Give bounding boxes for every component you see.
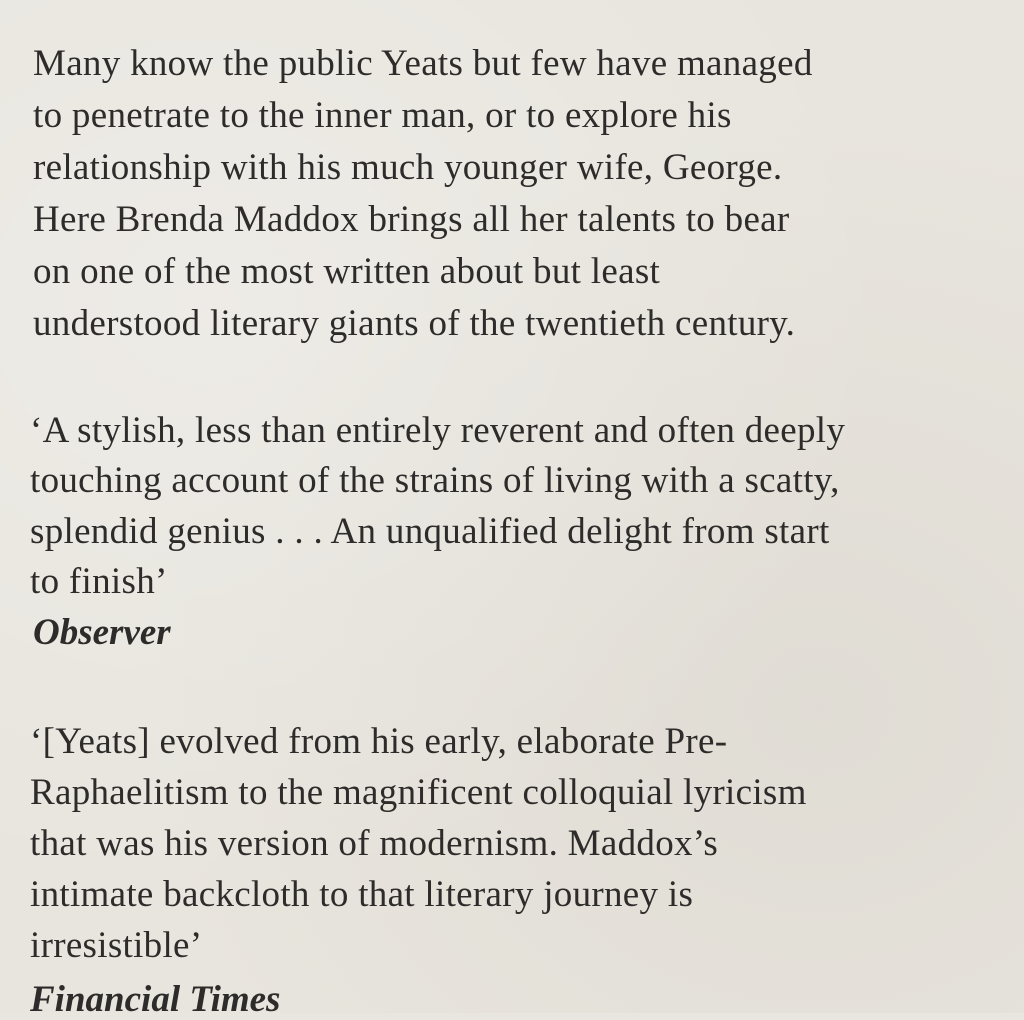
quote-line: ‘[Yeats] evolved from his early, elaborate Pre- — [30, 721, 728, 762]
blurb-line: on one of the most written about but least — [33, 251, 661, 292]
quote-line: splendid genius . . . An unqualified delight from start — [30, 511, 830, 552]
quote-line: that was his version of modernism. Maddox’s — [30, 823, 719, 864]
blurb-line: Here Brenda Maddox brings all her talents to bear — [33, 199, 790, 240]
blurb-line: understood literary giants of the twentieth century. — [33, 303, 796, 344]
quote-source: Observer — [33, 612, 171, 653]
quote-line: irresistible’ — [30, 925, 203, 966]
quote-line: to finish’ — [30, 561, 168, 602]
quote-line: ‘A stylish, less than entirely reverent and often deeply — [30, 410, 846, 451]
quote-line: Raphaelitism to the magnificent colloquial lyricism — [30, 772, 807, 813]
blurb-line: to penetrate to the inner man, or to explore his — [33, 95, 732, 136]
quote-line: intimate backcloth to that literary journey is — [30, 874, 694, 915]
quote-line: touching account of the strains of living with a scatty, — [30, 460, 840, 501]
blurb-line: Many know the public Yeats but few have managed — [33, 43, 813, 84]
quote-source: Financial Times — [30, 979, 281, 1020]
blurb-line: relationship with his much younger wife, George. — [33, 147, 783, 188]
